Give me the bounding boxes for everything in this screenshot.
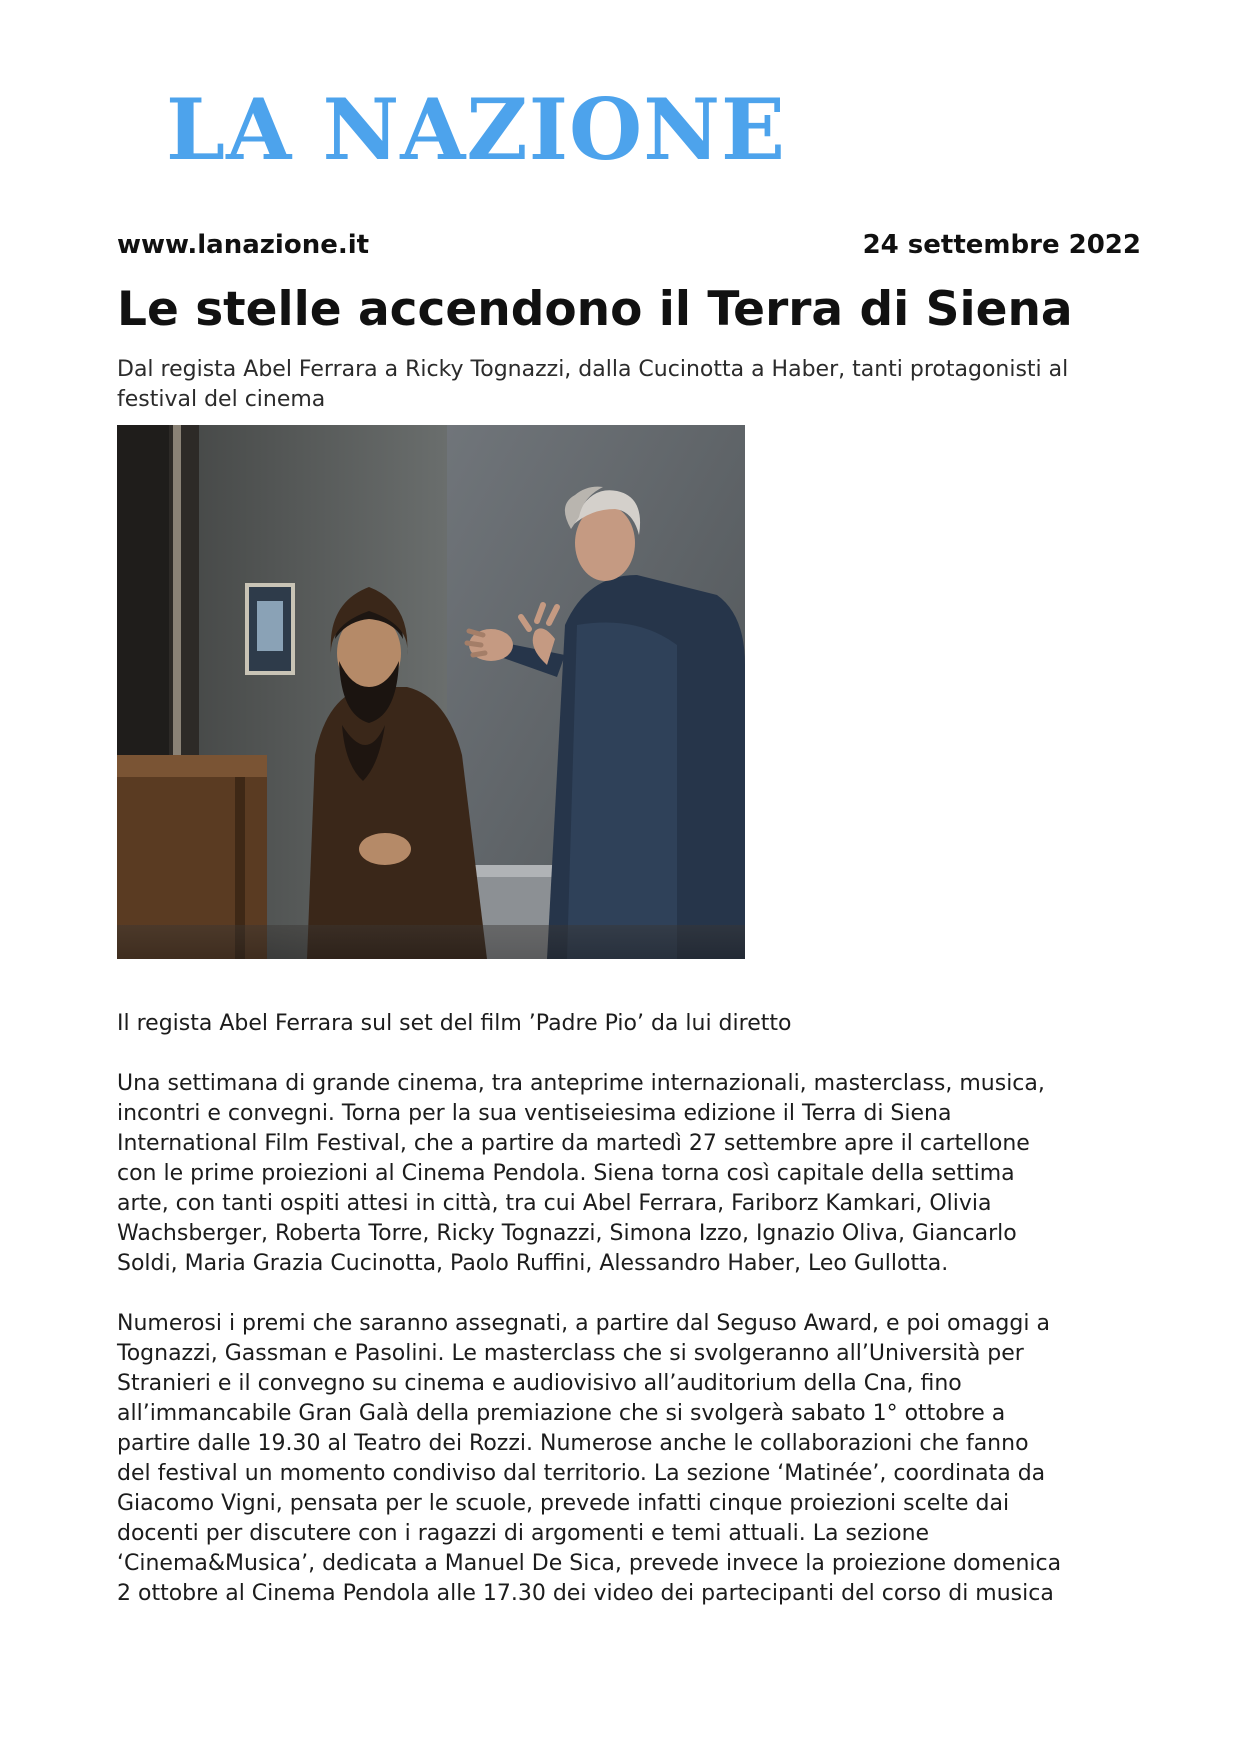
paragraph-line: Soldi, Maria Grazia Cucinotta, Paolo Ruffini, Alessandro Haber, Leo Gullotta.	[117, 1251, 949, 1276]
paragraph-line: incontri e convegni. Torna per la sua ventiseiesima edizione il Terra di Siena	[117, 1101, 952, 1126]
site-url[interactable]: www.lanazione.it	[117, 230, 370, 260]
paragraph-line: Wachsberger, Roberta Torre, Ricky Tognazzi, Simona Izzo, Ignazio Oliva, Giancarlo	[117, 1221, 1017, 1246]
paragraph-line: arte, con tanti ospiti attesi in città, tra cui Abel Ferrara, Fariborz Kamkari, Olivia	[117, 1191, 992, 1216]
paragraph-line: partire dalle 19.30 al Teatro dei Rozzi. Numerose anche le collaborazioni che fanno	[117, 1431, 1029, 1456]
paragraph-line: con le prime proiezioni al Cinema Pendola. Siena torna così capitale della settima	[117, 1161, 1015, 1186]
paragraph-line: International Film Festival, che a partire da martedì 27 settembre apre il cartellone	[117, 1131, 1030, 1156]
paragraph-line: Tognazzi, Gassman e Pasolini. Le masterclass che si svolgeranno all’Università per	[117, 1341, 1024, 1366]
paragraph-line: ‘Cinema&Musica’, dedicata a Manuel De Sica, prevede invece la proiezione domenica	[117, 1551, 1062, 1576]
paragraph-line: all’immancabile Gran Galà della premiazione che si svolgerà sabato 1° ottobre a	[117, 1401, 1006, 1426]
article-paragraph-2	[117, 1309, 1157, 1609]
photo-illustration	[117, 425, 745, 959]
article-headline: Le stelle accendono il Terra di Siena	[117, 282, 1073, 337]
paragraph-line: Una settimana di grande cinema, tra anteprime internazionali, masterclass, musica,	[117, 1071, 1045, 1096]
article-photo	[117, 425, 745, 959]
paragraph-line: Giacomo Vigni, pensata per le scuole, prevede infatti cinque proiezioni scelte dai	[117, 1491, 1010, 1516]
paragraph-line: Stranieri e il convegno su cinema e audiovisivo all’auditorium della Cna, fino	[117, 1371, 962, 1396]
paragraph-line: del festival un momento condiviso dal territorio. La sezione ‘Matinée’, coordinata da	[117, 1461, 1046, 1486]
paragraph-line: Numerosi i premi che saranno assegnati, a partire dal Seguso Award, e poi omaggi a	[117, 1311, 1050, 1336]
paragraph-line: docenti per discutere con i ragazzi di argomenti e temi attuali. La sezione	[117, 1521, 930, 1546]
photo-caption: Il regista Abel Ferrara sul set del film ’Padre Pio’ da lui diretto	[117, 1011, 792, 1036]
article-paragraph-1	[117, 1069, 1157, 1279]
publication-date: 24 settembre 2022	[862, 230, 1141, 260]
paragraph-line: 2 ottobre al Cinema Pendola alle 17.30 dei video dei partecipanti del corso di musica	[117, 1581, 1054, 1606]
masthead-logo: LA NAZIONE	[166, 80, 787, 179]
meta-row	[117, 228, 1141, 262]
article-subhead: Dal regista Abel Ferrara a Ricky Tognazzi, dalla Cucinotta a Haber, tanti protagonisti al festival del cinema	[117, 357, 1069, 412]
